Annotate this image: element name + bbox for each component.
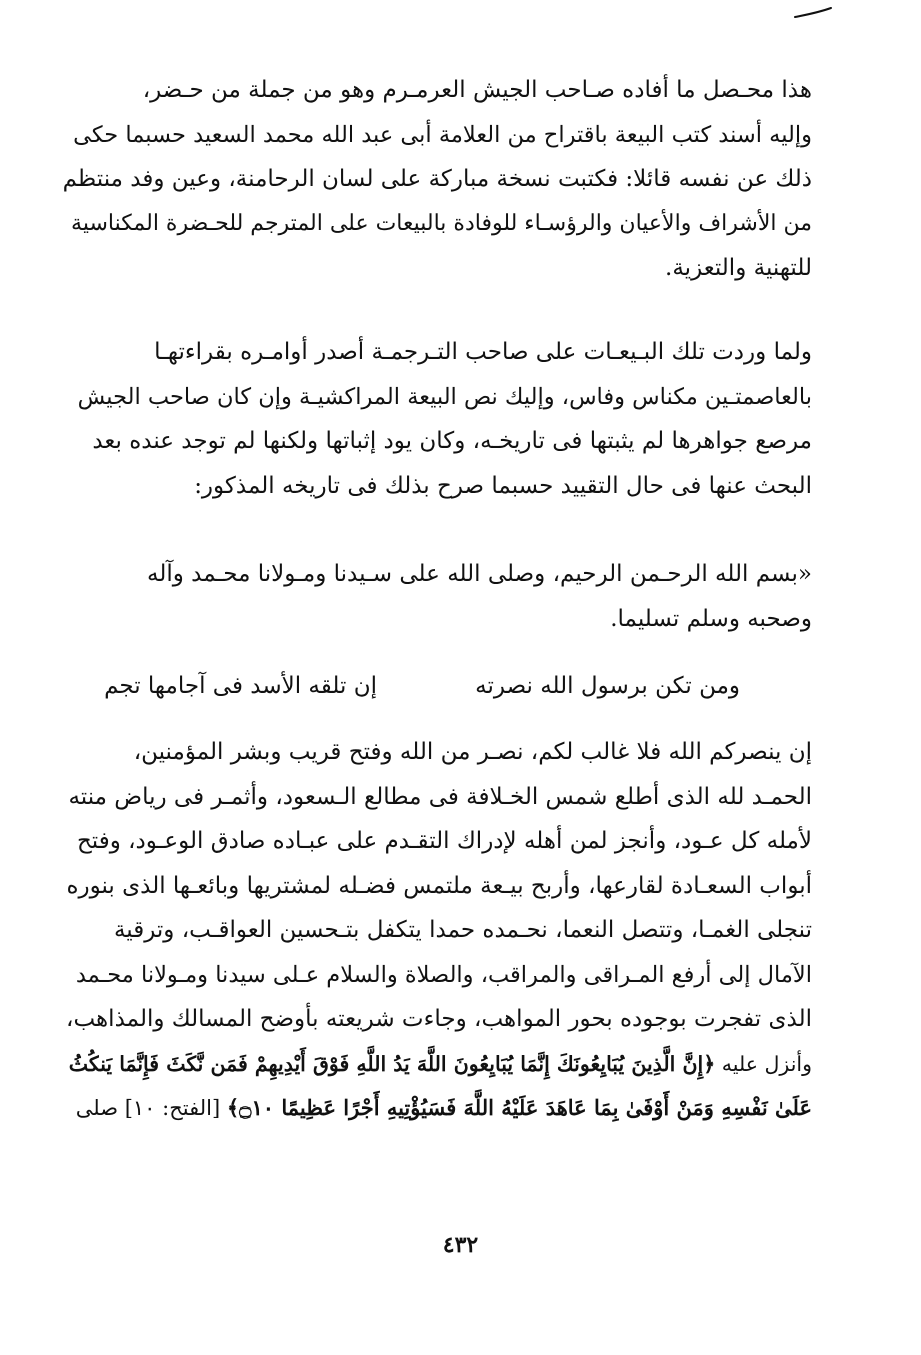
text-line: ولما وردت تلك البـيعـات على صاحب التـرجمـة أصدر أوامـره بقراءتهـا <box>154 339 812 365</box>
quran-verse-part-1: ﴿إِنَّ الَّذِينَ يُبَايِعُونَكَ إِنَّمَا يُبَايِعُونَ اللَّهَ يَدُ اللَّهِ فَوْقَ أَيْدِيهِمْ فَمَن نَّكَثَ فَإِنَّمَا يَنكُثُ <box>68 1051 716 1076</box>
text-line: «بسم الله الرحـمن الرحيم، وصلى الله على سـيدنا ومـولانا محـمد وآله <box>147 561 812 587</box>
text-line: مرصع جواهرها لم يثبتها فى تاريخـه، وكان يود إثباتها ولكنها لم توجد عنده بعد <box>92 428 812 454</box>
paragraph-3-basmala <box>62 552 812 641</box>
text-line: الآمال إلى أرفع المـراقى والمراقب، والصلاة والسلام عـلى سيدنا ومـولانا محـمد <box>75 961 812 988</box>
text-line: أبواب السعـادة لقارعها، وأربح بيـعة ملتمس فضـله لمشتريها وبائعـها الذى بنوره <box>66 872 812 899</box>
text-line: ذلك عن نفسه قائلا: فكتبت نسخة مباركة على لسان الرحامنة، وعين وفد منتظم <box>62 166 812 192</box>
text-line: الحمـد لله الذى أطلع شمس الخـلافة فى مطالع الـسعود، وأثمـر فى رياض منته <box>68 783 812 810</box>
quran-line-1-prefix: وأنزل عليه <box>715 1051 812 1076</box>
text-line: هذا محـصل ما أفاده صـاحب الجيش العرمـرم وهو من جملة من حـضر، <box>142 77 812 103</box>
poetry-verse <box>62 664 812 708</box>
text-line: تنجلى الغمـا، وتتصل النعما، نحـمده حمدا يتكفل بتـحسين العواقـب، وترقية <box>113 917 812 943</box>
text-line: الذى تفجرت بوجوده بحور المواهب، وجاءت شريعته بأوضح المسالك والمذاهب، <box>66 1006 812 1032</box>
quran-citation: [الفتح: ١٠] صلى <box>75 1096 227 1120</box>
text-line: وصحبه وسلم تسليما. <box>610 605 812 632</box>
quran-line-1 <box>62 1042 812 1087</box>
paragraph-2 <box>62 330 812 508</box>
corner-pen-stroke <box>793 6 833 20</box>
verse-first-hemistich: ومن تكن برسول الله نصرته <box>475 673 740 699</box>
text-line: بالعاصمتـين مكناس وفاس، وإليك نص البيعة المراكشيـة وإن كان صاحب الجيش <box>77 383 812 410</box>
text-line: من الأشراف والأعيان والرؤسـاء للوفادة بالبيعات على المترجم للحـضرة المكناسية <box>71 210 812 236</box>
quran-verse-part-2: عَلَىٰ نَفْسِهِ وَمَنْ أَوْفَىٰ بِمَا عَاهَدَ عَلَيْهُ اللَّهَ فَسَيُؤْتِيهِ أَجْرًا عَظِيمًا ۝١٠﴾ <box>226 1095 812 1120</box>
page-number: ٤٣٢ <box>442 1232 479 1258</box>
quran-line-2 <box>62 1086 812 1131</box>
text-line: للتهنية والتعزية. <box>665 255 812 281</box>
text-line: إن ينصركم الله فلا غالب لكم، نصـر من الله وفتح قريب وبشر المؤمنين، <box>133 739 812 765</box>
paragraph-4 <box>62 730 812 1131</box>
text-line: وإليه أسند كتب البيعة باقتراح من العلامة أبى عبد الله محمد السعيد حسبما حكى <box>73 121 812 148</box>
text-line: لأمله كل عـود، وأنجز لمن أهله لإدراك التقـدم على عبـاده صادق الوعـود، وفتح <box>76 828 812 854</box>
verse-second-hemistich: إن تلقه الأسد فى آجامها تجم <box>104 673 377 699</box>
text-line: البحث عنها فى حال التقييد حسبما صرح بذلك فى تاريخه المذكور: <box>194 472 812 499</box>
paragraph-1 <box>62 68 812 291</box>
